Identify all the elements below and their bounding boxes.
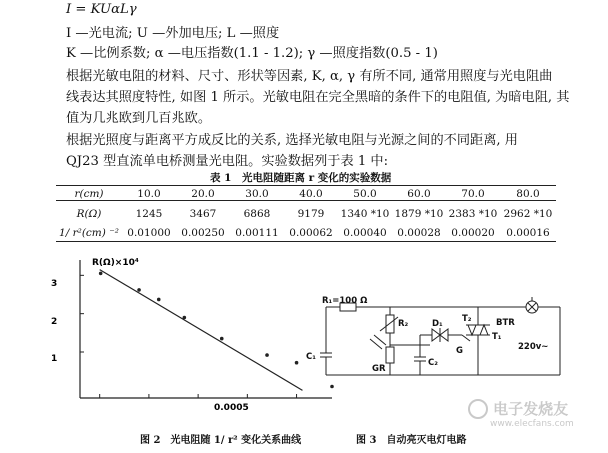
table-cell: 20.0 [191, 188, 215, 200]
triac-gate [462, 335, 470, 341]
paragraph-1-line-2: 线表达其照度特性, 如图 1 所示。光敏电阻在完全黑暗的条件下的电阻值, 为暗电阻, 其 [66, 90, 570, 105]
chart-ylabel: R(Ω)×10⁴ [92, 258, 139, 268]
table-cell: 0.00040 [343, 227, 387, 239]
table-cell: 70.0 [461, 188, 485, 200]
paragraph-2-line-2: QJ23 型直流单电桥测量光电阻。实验数据列于表 1 中: [66, 154, 389, 169]
table-cell: 0.00028 [397, 227, 441, 239]
chart-marks [99, 270, 334, 391]
paragraph-2-line-1: 根据光照度与距离平方成反比的关系, 选择光敏电阻与光源之间的不同距离, 用 [66, 133, 518, 148]
figure-3-circuit [306, 295, 582, 385]
table-cell: 2962 *10 [503, 208, 553, 220]
paragraph-1-line-3: 值为几兆欧到几百兆欧。 [66, 111, 212, 126]
x-tick-label: 0.0005 [214, 403, 249, 413]
g-label: G [456, 346, 463, 356]
diac-d1 [432, 329, 440, 341]
formula-definitions-2: K —比例系数; α —电压指数(1.1 - 1.2); γ —照度指数(0.5 - 1) [66, 46, 438, 61]
table-cell: 9179 [297, 208, 325, 220]
data-point [295, 361, 299, 365]
d1-label: D₁ [432, 319, 443, 329]
formula-equation: I = KUαLγ [66, 2, 137, 17]
table-cell: 50.0 [353, 188, 377, 200]
table-bottom-rule [56, 241, 556, 242]
data-point [220, 337, 224, 341]
photoresistor-gr [386, 347, 394, 363]
table-row [56, 207, 556, 221]
table-cell: R(Ω) [76, 208, 102, 220]
table-cell: 1340 *10 [340, 208, 390, 220]
c1-label: C₁ [306, 352, 316, 362]
figure-3-caption: 图 3 自动亮灭电灯电路 [356, 435, 467, 446]
data-point [99, 272, 103, 276]
r1-label: R₁=100 Ω [322, 296, 368, 306]
table-cell: 30.0 [245, 188, 269, 200]
table-row [56, 226, 556, 240]
figure-2-chart [50, 252, 340, 422]
table-cell: r(cm) [74, 188, 104, 200]
t1-label: T₁ [492, 332, 502, 342]
resistor-r2 [386, 315, 394, 333]
table-cell: 0.00111 [235, 227, 279, 239]
data-point [137, 288, 141, 292]
table-cell: 2383 *10 [448, 208, 498, 220]
y-tick-label: 2 [51, 317, 58, 327]
btr-label: BTR [496, 318, 515, 328]
table-cell: 60.0 [407, 188, 431, 200]
table-cell: 6868 [243, 208, 271, 220]
watermark-url: www.elecfans.com [490, 419, 574, 429]
table-1 [56, 187, 556, 240]
table-1-caption: 表 1 光电阻随距离 r 变化的实验数据 [210, 172, 392, 184]
figure-2-caption: 图 2 光电阻随 1/ r² 变化关系曲线 [140, 435, 302, 446]
paragraph-1-line-1: 根据光敏电阻的材料、尺寸、形状等因素, K, α, γ 有所不同, 通常用照度与光电阻曲 [66, 69, 553, 84]
table-cell: 3467 [189, 208, 217, 220]
table-cell: 10.0 [137, 188, 161, 200]
gr-label: GR [372, 364, 386, 374]
c2-label: C₂ [428, 358, 438, 368]
y-tick-label: 3 [51, 279, 58, 289]
watermark-logo [468, 398, 598, 429]
table-cell: 0.00016 [506, 227, 550, 239]
diac-d1 [440, 329, 448, 341]
r2-label: R₂ [398, 319, 409, 329]
voltage-label: 220v~ [518, 342, 549, 352]
table-cell: 0.00062 [289, 227, 333, 239]
table-cell: 0.00250 [181, 227, 225, 239]
data-point [330, 385, 334, 389]
watermark-brand: 电子发烧友 [493, 400, 569, 418]
trend-line [100, 270, 303, 391]
table-cell: 1/ r²(cm) ⁻² [59, 227, 119, 239]
data-point [157, 298, 161, 302]
t2-label: T₂ [462, 314, 472, 324]
table-top-rule [56, 185, 556, 186]
y-tick-label: 1 [51, 354, 58, 364]
table-cell: 0.01000 [127, 227, 171, 239]
data-point [265, 353, 269, 357]
table-cell: 40.0 [299, 188, 323, 200]
table-cell: 1879 *10 [394, 208, 444, 220]
table-cell: 80.0 [516, 188, 540, 200]
data-point [183, 316, 187, 320]
triac-body [468, 325, 476, 335]
formula-definitions-1: I —光电流; U —外加电压; L —照度 [66, 26, 280, 41]
watermark-logo-icon [468, 399, 488, 419]
table-cell: 1245 [135, 208, 163, 220]
table-row [56, 187, 556, 201]
table-cell: 0.00020 [451, 227, 495, 239]
triac-body [480, 325, 488, 335]
